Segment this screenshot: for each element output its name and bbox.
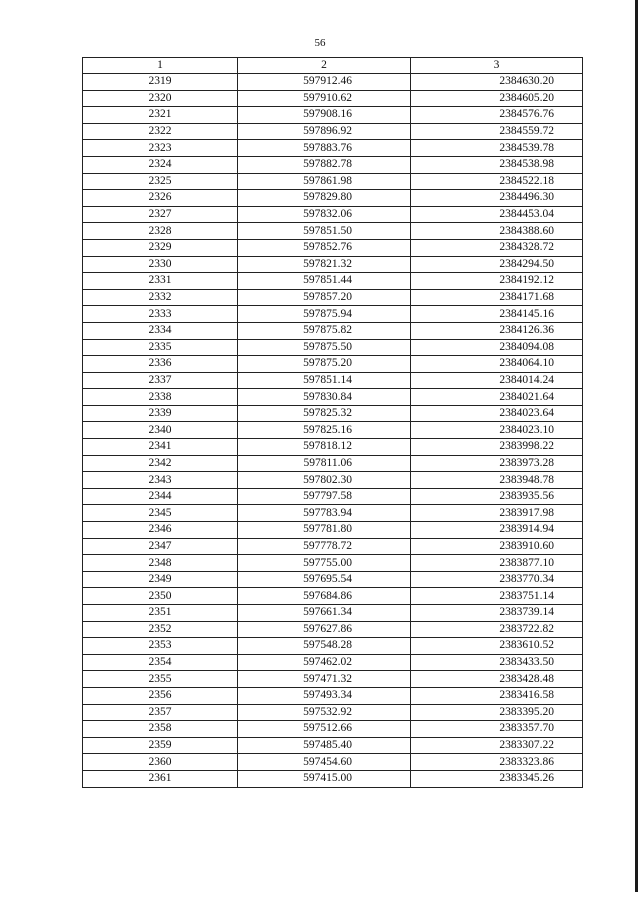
table-row [83, 737, 583, 754]
point-number-cell: 2346 [83, 522, 238, 539]
point-number-cell: 2349 [83, 571, 238, 588]
x-coordinate-cell: 597454.60 [238, 754, 411, 771]
y-coordinate-cell: 2384630.20 [411, 74, 583, 91]
table-row [83, 588, 583, 605]
y-coordinate-cell: 2383935.56 [411, 488, 583, 505]
table-row [83, 256, 583, 273]
x-coordinate-cell: 597825.16 [238, 422, 411, 439]
y-coordinate-cell: 2383323.86 [411, 754, 583, 771]
point-number-cell: 2336 [83, 356, 238, 373]
y-coordinate-cell: 2383357.70 [411, 721, 583, 738]
x-coordinate-cell: 597908.16 [238, 107, 411, 124]
x-coordinate-cell: 597485.40 [238, 737, 411, 754]
y-coordinate-cell: 2383914.94 [411, 522, 583, 539]
table-row [83, 107, 583, 124]
x-coordinate-cell: 597755.00 [238, 555, 411, 572]
table-row [83, 571, 583, 588]
table-row [83, 190, 583, 207]
y-coordinate-cell: 2384145.16 [411, 306, 583, 323]
table-row [83, 455, 583, 472]
point-number-cell: 2339 [83, 405, 238, 422]
y-coordinate-cell: 2384559.72 [411, 123, 583, 140]
point-number-cell: 2326 [83, 190, 238, 207]
table-row [83, 770, 583, 787]
x-coordinate-cell: 597882.78 [238, 156, 411, 173]
point-number-cell: 2327 [83, 206, 238, 223]
x-coordinate-cell: 597783.94 [238, 505, 411, 522]
table-row [83, 472, 583, 489]
point-number-cell: 2323 [83, 140, 238, 157]
column-header-1: 1 [83, 58, 238, 74]
x-coordinate-cell: 597802.30 [238, 472, 411, 489]
table-row [83, 605, 583, 622]
table-row [83, 654, 583, 671]
y-coordinate-cell: 2384605.20 [411, 90, 583, 107]
x-coordinate-cell: 597883.76 [238, 140, 411, 157]
x-coordinate-cell: 597829.80 [238, 190, 411, 207]
x-coordinate-cell: 597532.92 [238, 704, 411, 721]
x-coordinate-cell: 597695.54 [238, 571, 411, 588]
point-number-cell: 2361 [83, 770, 238, 787]
x-coordinate-cell: 597875.94 [238, 306, 411, 323]
point-number-cell: 2340 [83, 422, 238, 439]
x-coordinate-cell: 597851.44 [238, 273, 411, 290]
y-coordinate-cell: 2384064.10 [411, 356, 583, 373]
x-coordinate-cell: 597797.58 [238, 488, 411, 505]
point-number-cell: 2350 [83, 588, 238, 605]
y-coordinate-cell: 2383428.48 [411, 671, 583, 688]
table-row [83, 422, 583, 439]
point-number-cell: 2347 [83, 538, 238, 555]
x-coordinate-cell: 597875.20 [238, 356, 411, 373]
table-row [83, 273, 583, 290]
table-row [83, 206, 583, 223]
table-row [83, 356, 583, 373]
point-number-cell: 2352 [83, 621, 238, 638]
y-coordinate-cell: 2383910.60 [411, 538, 583, 555]
x-coordinate-cell: 597661.34 [238, 605, 411, 622]
table-body [83, 74, 583, 788]
table-row [83, 389, 583, 406]
x-coordinate-cell: 597851.50 [238, 223, 411, 240]
y-coordinate-cell: 2384496.30 [411, 190, 583, 207]
y-coordinate-cell: 2383610.52 [411, 638, 583, 655]
y-coordinate-cell: 2384023.10 [411, 422, 583, 439]
table-row [83, 522, 583, 539]
point-number-cell: 2344 [83, 488, 238, 505]
point-number-cell: 2334 [83, 322, 238, 339]
point-number-cell: 2358 [83, 721, 238, 738]
y-coordinate-cell: 2384388.60 [411, 223, 583, 240]
x-coordinate-cell: 597462.02 [238, 654, 411, 671]
point-number-cell: 2322 [83, 123, 238, 140]
x-coordinate-cell: 597857.20 [238, 289, 411, 306]
y-coordinate-cell: 2383739.14 [411, 605, 583, 622]
table-row [83, 372, 583, 389]
y-coordinate-cell: 2384094.08 [411, 339, 583, 356]
x-coordinate-cell: 597627.86 [238, 621, 411, 638]
point-number-cell: 2345 [83, 505, 238, 522]
x-coordinate-cell: 597896.92 [238, 123, 411, 140]
x-coordinate-cell: 597415.00 [238, 770, 411, 787]
y-coordinate-cell: 2383433.50 [411, 654, 583, 671]
x-coordinate-cell: 597830.84 [238, 389, 411, 406]
x-coordinate-cell: 597471.32 [238, 671, 411, 688]
x-coordinate-cell: 597861.98 [238, 173, 411, 190]
point-number-cell: 2321 [83, 107, 238, 124]
table-row [83, 339, 583, 356]
point-number-cell: 2351 [83, 605, 238, 622]
y-coordinate-cell: 2383345.26 [411, 770, 583, 787]
x-coordinate-cell: 597821.32 [238, 256, 411, 273]
point-number-cell: 2355 [83, 671, 238, 688]
table-row [83, 123, 583, 140]
point-number-cell: 2329 [83, 239, 238, 256]
y-coordinate-cell: 2384328.72 [411, 239, 583, 256]
y-coordinate-cell: 2383998.22 [411, 439, 583, 456]
table-header [83, 58, 583, 74]
table-row [83, 405, 583, 422]
point-number-cell: 2354 [83, 654, 238, 671]
column-header-2: 2 [238, 58, 411, 74]
table-row [83, 488, 583, 505]
coordinates-table-container [82, 57, 582, 788]
table-row [83, 687, 583, 704]
table-row [83, 90, 583, 107]
x-coordinate-cell: 597825.32 [238, 405, 411, 422]
x-coordinate-cell: 597851.14 [238, 372, 411, 389]
table-row [83, 721, 583, 738]
x-coordinate-cell: 597875.50 [238, 339, 411, 356]
table-row [83, 638, 583, 655]
table-row [83, 704, 583, 721]
y-coordinate-cell: 2383395.20 [411, 704, 583, 721]
table-row [83, 505, 583, 522]
y-coordinate-cell: 2383307.22 [411, 737, 583, 754]
y-coordinate-cell: 2383722.82 [411, 621, 583, 638]
point-number-cell: 2335 [83, 339, 238, 356]
table-row [83, 754, 583, 771]
y-coordinate-cell: 2383751.14 [411, 588, 583, 605]
x-coordinate-cell: 597493.34 [238, 687, 411, 704]
point-number-cell: 2360 [83, 754, 238, 771]
x-coordinate-cell: 597684.86 [238, 588, 411, 605]
page-edge-bar [635, 0, 638, 892]
x-coordinate-cell: 597832.06 [238, 206, 411, 223]
table-row [83, 671, 583, 688]
x-coordinate-cell: 597781.80 [238, 522, 411, 539]
point-number-cell: 2320 [83, 90, 238, 107]
table-row [83, 621, 583, 638]
x-coordinate-cell: 597912.46 [238, 74, 411, 91]
point-number-cell: 2357 [83, 704, 238, 721]
point-number-cell: 2319 [83, 74, 238, 91]
x-coordinate-cell: 597875.82 [238, 322, 411, 339]
point-number-cell: 2324 [83, 156, 238, 173]
y-coordinate-cell: 2384522.18 [411, 173, 583, 190]
y-coordinate-cell: 2384294.50 [411, 256, 583, 273]
x-coordinate-cell: 597512.66 [238, 721, 411, 738]
x-coordinate-cell: 597852.76 [238, 239, 411, 256]
y-coordinate-cell: 2384023.64 [411, 405, 583, 422]
table-row [83, 140, 583, 157]
point-number-cell: 2325 [83, 173, 238, 190]
table-row [83, 223, 583, 240]
point-number-cell: 2356 [83, 687, 238, 704]
point-number-cell: 2331 [83, 273, 238, 290]
table-row [83, 538, 583, 555]
page-number: 56 [314, 37, 326, 49]
point-number-cell: 2337 [83, 372, 238, 389]
column-header-3: 3 [411, 58, 583, 74]
y-coordinate-cell: 2384576.76 [411, 107, 583, 124]
table-row [83, 555, 583, 572]
point-number-cell: 2342 [83, 455, 238, 472]
point-number-cell: 2333 [83, 306, 238, 323]
table-row [83, 74, 583, 91]
y-coordinate-cell: 2384538.98 [411, 156, 583, 173]
coordinates-table [82, 57, 583, 788]
y-coordinate-cell: 2384021.64 [411, 389, 583, 406]
y-coordinate-cell: 2383973.28 [411, 455, 583, 472]
table-row [83, 306, 583, 323]
point-number-cell: 2332 [83, 289, 238, 306]
point-number-cell: 2338 [83, 389, 238, 406]
y-coordinate-cell: 2384171.68 [411, 289, 583, 306]
y-coordinate-cell: 2384126.36 [411, 322, 583, 339]
header-row [83, 58, 583, 74]
table-row [83, 173, 583, 190]
point-number-cell: 2359 [83, 737, 238, 754]
table-row [83, 439, 583, 456]
point-number-cell: 2353 [83, 638, 238, 655]
x-coordinate-cell: 597811.06 [238, 455, 411, 472]
table-row [83, 239, 583, 256]
y-coordinate-cell: 2384539.78 [411, 140, 583, 157]
y-coordinate-cell: 2384014.24 [411, 372, 583, 389]
table-row [83, 322, 583, 339]
y-coordinate-cell: 2383416.58 [411, 687, 583, 704]
table-row [83, 156, 583, 173]
point-number-cell: 2343 [83, 472, 238, 489]
y-coordinate-cell: 2383917.98 [411, 505, 583, 522]
y-coordinate-cell: 2384453.04 [411, 206, 583, 223]
point-number-cell: 2328 [83, 223, 238, 240]
point-number-cell: 2330 [83, 256, 238, 273]
x-coordinate-cell: 597778.72 [238, 538, 411, 555]
y-coordinate-cell: 2384192.12 [411, 273, 583, 290]
point-number-cell: 2348 [83, 555, 238, 572]
x-coordinate-cell: 597548.28 [238, 638, 411, 655]
y-coordinate-cell: 2383877.10 [411, 555, 583, 572]
table-row [83, 289, 583, 306]
y-coordinate-cell: 2383770.34 [411, 571, 583, 588]
y-coordinate-cell: 2383948.78 [411, 472, 583, 489]
x-coordinate-cell: 597818.12 [238, 439, 411, 456]
point-number-cell: 2341 [83, 439, 238, 456]
x-coordinate-cell: 597910.62 [238, 90, 411, 107]
